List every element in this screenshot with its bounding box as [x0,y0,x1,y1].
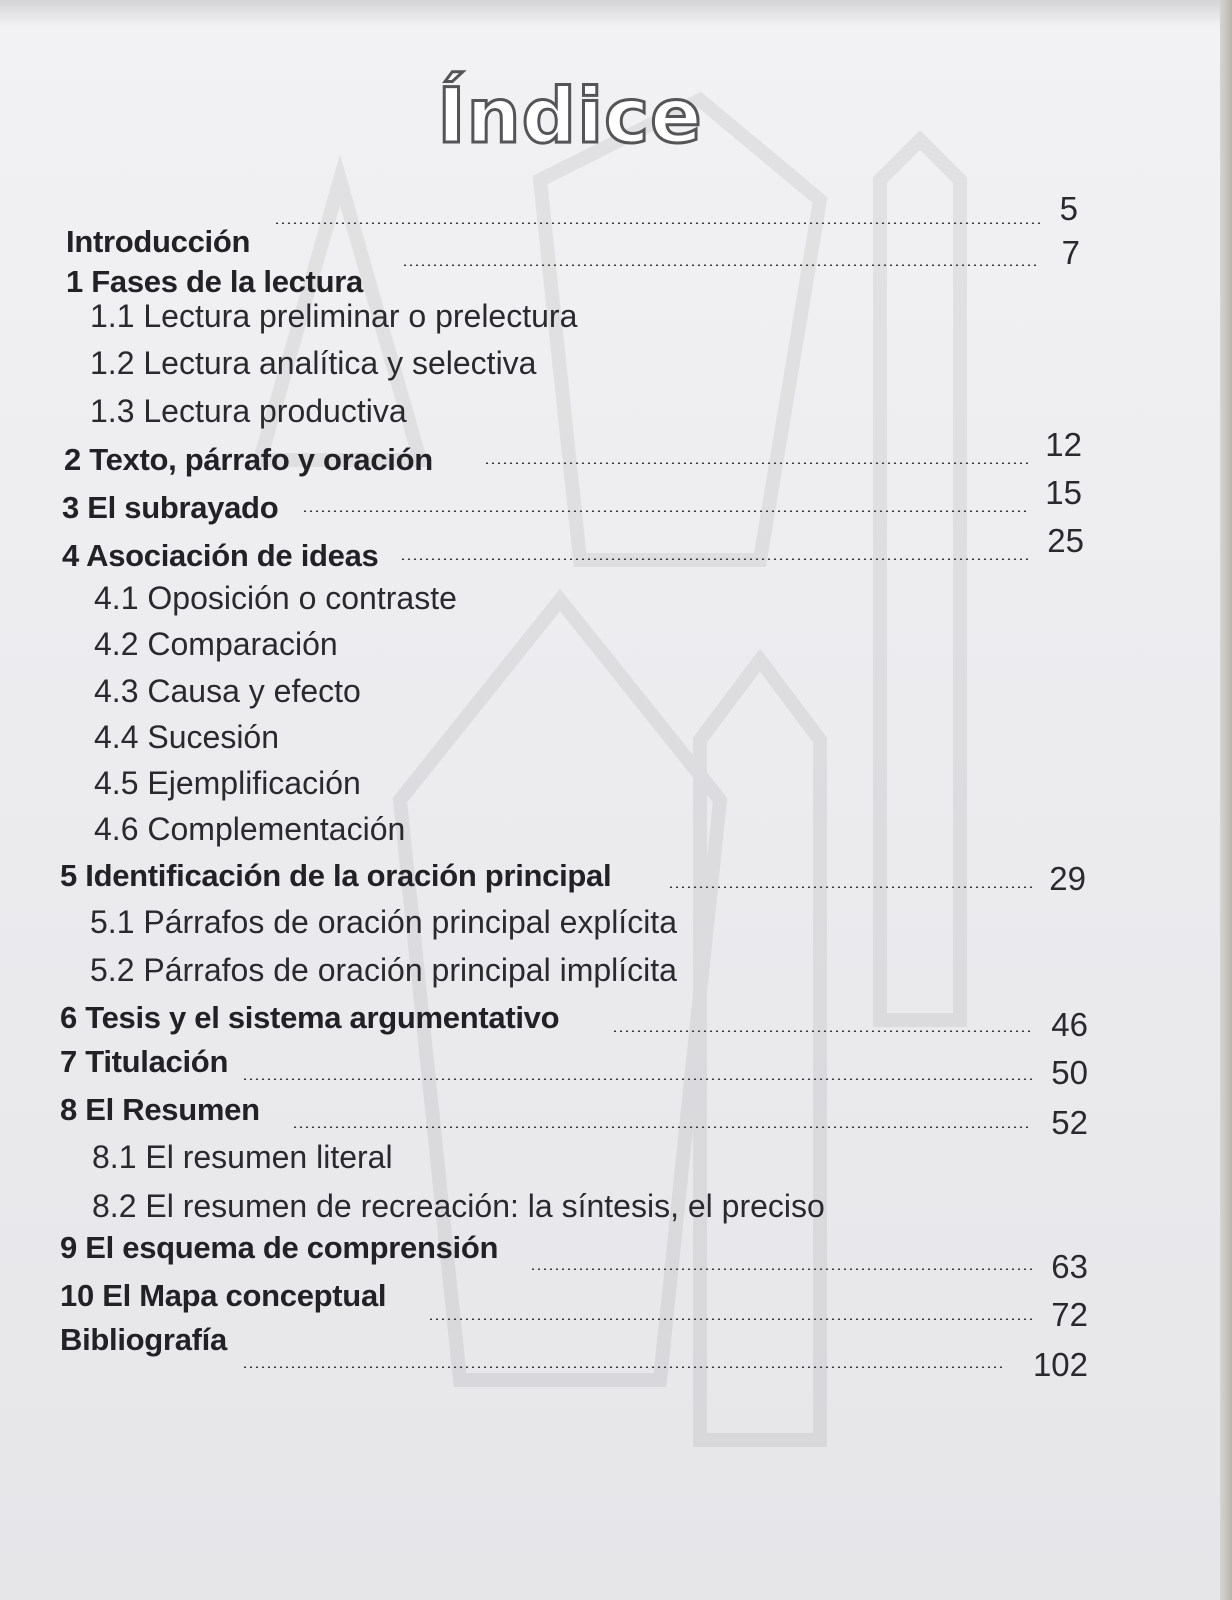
toc-entry-label: 5 Identificación de la oración principal [60,858,612,893]
dot-leader [428,1318,1032,1320]
toc-entry-label: Bibliografía [60,1322,227,1357]
toc-entry-label: 2 Texto, párrafo y oración [64,442,433,477]
toc-entry-label: 4.3 Causa y efecto [94,673,361,709]
toc-page-number: 102 [1032,1346,1088,1383]
toc-page-number: 7 [1061,234,1080,271]
toc-entry-label: 10 El Mapa conceptual [60,1278,387,1313]
page-edge [1220,0,1232,1600]
toc-page-number: 15 [1045,474,1082,511]
toc-page-number: 29 [1049,860,1086,897]
page-title: Índice [437,71,703,160]
dot-leader [242,1366,1002,1368]
toc-subentry-4-5[interactable] [0,767,1222,811]
toc-page-number: 46 [1051,1006,1088,1043]
toc-page-number: 50 [1051,1054,1088,1091]
toc-page-number: 63 [1051,1248,1088,1285]
toc-subentry-4-2[interactable] [0,628,1222,672]
dot-leader [668,886,1032,888]
toc-entry-label: 4.1 Oposición o contraste [94,580,457,616]
toc-entry-label: 4.4 Sucesión [94,719,280,755]
dot-leader [274,222,1040,224]
toc-subentry-5-2[interactable] [0,954,1222,998]
toc-subentry-4-3[interactable] [0,675,1222,719]
toc-entry-label: 1.1 Lectura preliminar o prelectura [90,298,578,334]
toc-entry-oracion-principal[interactable] [0,860,1222,904]
toc-page-number: 52 [1051,1104,1088,1141]
toc-entry-label: 5.2 Párrafos de oración principal implícita [90,952,677,988]
toc-entry-label: 8.2 El resumen de recreación: la síntesis, el preciso [92,1188,825,1224]
toc-subentry-4-1[interactable] [0,582,1222,626]
dot-leader [612,1030,1032,1032]
toc-entry-label: 4.5 Ejemplificación [94,765,361,801]
toc-subentry-5-1[interactable] [0,906,1222,950]
dot-leader [242,1078,1032,1080]
toc-entry-label: 4.2 Comparación [94,626,338,662]
toc-subentry-8-1[interactable] [0,1141,1222,1185]
toc-subentry-1-2[interactable] [0,347,1222,391]
toc-entry-label: 4 Asociación de ideas [62,538,379,573]
toc-entry-titulacion[interactable] [0,1046,1222,1090]
toc-entry-mapa-conceptual[interactable] [0,1278,1222,1333]
toc-entry-label: Introducción [66,224,251,259]
toc-entry-label: 1 Fases de la lectura [66,264,363,299]
toc-entry-label: 1.3 Lectura productiva [90,393,407,429]
toc-entry-label: 4.6 Complementación [94,811,406,847]
toc-entry-label: 7 Titulación [60,1044,229,1079]
toc-entry-asociacion-ideas[interactable] [0,522,1222,582]
toc-entry-bibliografia[interactable] [0,1322,1222,1383]
toc-subentry-1-1[interactable] [0,298,1222,342]
toc-page-number: 5 [1059,190,1078,227]
toc-entry-label: 3 El subrayado [62,490,279,525]
toc-entry-resumen[interactable] [0,1092,1222,1141]
toc-entry-label: 6 Tesis y el sistema argumentativo [60,1000,560,1035]
toc-page-number: 25 [1047,522,1084,559]
toc-entry-esquema[interactable] [0,1230,1222,1285]
toc-entry-label: 1.2 Lectura analítica y selectiva [90,345,537,381]
toc-entry-label: 8.1 El resumen literal [92,1139,393,1175]
toc-page-number: 72 [1051,1296,1088,1333]
toc-entry-label: 8 El Resumen [60,1092,260,1127]
toc-entry-label: 9 El esquema de comprensión [60,1230,499,1265]
toc-subentry-4-6[interactable] [0,813,1222,857]
toc-entry-label: 5.1 Párrafos de oración principal explícita [90,904,677,940]
dot-leader [530,1268,1032,1270]
dot-leader [484,462,1028,464]
toc-page-number: 12 [1045,426,1082,463]
toc-entry-tesis[interactable] [0,1002,1222,1046]
toc-subentry-4-4[interactable] [0,721,1222,765]
dot-leader [400,558,1028,560]
dot-leader [292,1126,1032,1128]
dot-leader [402,264,1040,266]
toc-subentry-8-2[interactable] [0,1190,1222,1234]
dot-leader [302,510,1028,512]
